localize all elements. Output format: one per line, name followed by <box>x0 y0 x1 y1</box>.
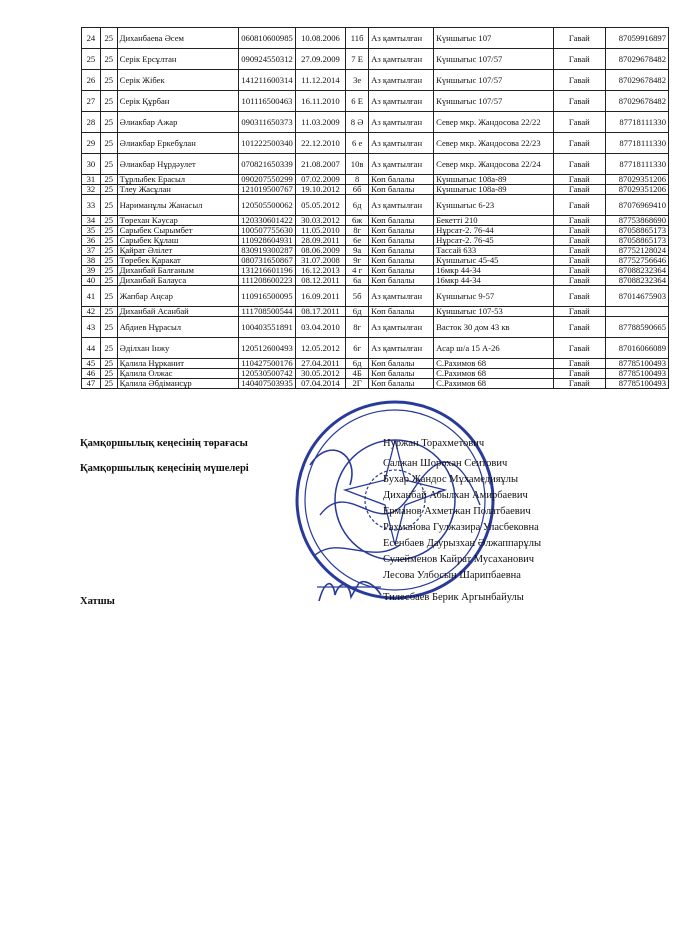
cell-address: 16мкр 44-34 <box>434 266 553 276</box>
cell-iin: 080731650867 <box>239 256 296 266</box>
cell-iin: 111708500544 <box>239 307 296 317</box>
member-name: Бухар Жандос Мұхамедияұлы <box>383 474 519 485</box>
secretary-signature <box>315 575 385 607</box>
cell-phone: 87076969410 <box>606 195 669 216</box>
cell-city: Гавай <box>553 276 605 286</box>
cell-status: Аз қамтылған <box>369 70 434 91</box>
cell-city: Гавай <box>553 49 605 70</box>
cell-phone: 87029351206 <box>606 175 669 185</box>
member-name: Ерманов Ахметжан Полатбаевич <box>383 506 531 517</box>
cell-grade: 5б <box>346 286 369 307</box>
cell-phone: 87718111330 <box>606 154 669 175</box>
member-name: Рахманова Гулжазира Уласбековна <box>383 522 539 533</box>
cell-city: Гавай <box>553 226 605 236</box>
cell-student-name: Әділхан Інжу <box>117 338 239 359</box>
table-row <box>82 307 669 317</box>
cell-school: 25 <box>100 379 117 389</box>
cell-row-number: 37 <box>82 246 101 256</box>
cell-city: Гавай <box>553 91 605 112</box>
cell-student-name: Серік Ерсұлтан <box>117 49 239 70</box>
cell-status: Аз қамтылған <box>369 91 434 112</box>
cell-address: Күншығыс 9-57 <box>434 286 553 307</box>
cell-iin: 131216601196 <box>239 266 296 276</box>
cell-phone: 87058865173 <box>606 236 669 246</box>
cell-status: Аз қамтылған <box>369 112 434 133</box>
cell-student-name: Тлеу Жасұлан <box>117 185 239 195</box>
cell-iin: 121019500767 <box>239 185 296 195</box>
cell-phone: 87785100493 <box>606 359 669 369</box>
cell-iin: 111208600223 <box>239 276 296 286</box>
cell-grade: 11б <box>346 28 369 49</box>
cell-address: Күншығыс 6-23 <box>434 195 553 216</box>
cell-city: Гавай <box>553 195 605 216</box>
cell-address: Күншығыс 107/57 <box>434 70 553 91</box>
cell-address: Север мкр. Жандосова 22/24 <box>434 154 553 175</box>
cell-grade: 8г <box>346 317 369 338</box>
table-row <box>82 28 669 49</box>
cell-student-name: Сарыбек Сырымбет <box>117 226 239 236</box>
cell-city: Гавай <box>553 369 605 379</box>
cell-iin: 090207550299 <box>239 175 296 185</box>
cell-school: 25 <box>100 369 117 379</box>
cell-row-number: 39 <box>82 266 101 276</box>
cell-school: 25 <box>100 91 117 112</box>
cell-phone: 87088232364 <box>606 276 669 286</box>
cell-city: Гавай <box>553 286 605 307</box>
cell-address: Нұрсат-2. 76-45 <box>434 236 553 246</box>
cell-school: 25 <box>100 236 117 246</box>
cell-student-name: Диханбай Балауса <box>117 276 239 286</box>
cell-address: Север мкр. Жандосова 22/23 <box>434 133 553 154</box>
cell-grade: 8г <box>346 226 369 236</box>
cell-status: Аз қамтылған <box>369 195 434 216</box>
cell-school: 25 <box>100 266 117 276</box>
cell-birth-date: 22.12.2010 <box>295 133 345 154</box>
cell-address: Нұрсат-2. 76-44 <box>434 226 553 236</box>
cell-school: 25 <box>100 216 117 226</box>
cell-status: Аз қамтылған <box>369 338 434 359</box>
cell-birth-date: 08.12.2011 <box>295 276 345 286</box>
cell-grade: 6г <box>346 338 369 359</box>
cell-student-name: Қалила Әбдімансұр <box>117 379 239 389</box>
cell-city: Гавай <box>553 28 605 49</box>
table-row <box>82 195 669 216</box>
cell-birth-date: 19.10.2012 <box>295 185 345 195</box>
cell-row-number: 34 <box>82 216 101 226</box>
cell-address: Васток 30 дом 43 кв <box>434 317 553 338</box>
members-label: Қамқоршылық кеңесінің мүшелері <box>80 463 249 474</box>
cell-student-name: Абдиев Нұрасыл <box>117 317 239 338</box>
cell-address: Күншығыс 107-53 <box>434 307 553 317</box>
cell-status: Көп балалы <box>369 276 434 286</box>
cell-grade: 6д <box>346 307 369 317</box>
cell-address: С.Рахимов 68 <box>434 359 553 369</box>
cell-status: Көп балалы <box>369 175 434 185</box>
cell-row-number: 31 <box>82 175 101 185</box>
chair-name: Нуржан Торахметович <box>383 438 485 449</box>
cell-address: Күншығыс 108а-89 <box>434 175 553 185</box>
cell-row-number: 27 <box>82 91 101 112</box>
cell-school: 25 <box>100 307 117 317</box>
table-row <box>82 70 669 91</box>
cell-grade: 3е <box>346 70 369 91</box>
table-row <box>82 185 669 195</box>
cell-grade: 6б <box>346 185 369 195</box>
cell-school: 25 <box>100 49 117 70</box>
cell-status: Көп балалы <box>369 246 434 256</box>
cell-row-number: 32 <box>82 185 101 195</box>
cell-birth-date: 27.09.2009 <box>295 49 345 70</box>
cell-row-number: 41 <box>82 286 101 307</box>
cell-school: 25 <box>100 133 117 154</box>
table-row <box>82 154 669 175</box>
cell-grade: 6е <box>346 236 369 246</box>
cell-birth-date: 16.12.2013 <box>295 266 345 276</box>
table-row <box>82 91 669 112</box>
table-row <box>82 256 669 266</box>
table-row <box>82 175 669 185</box>
cell-phone: 87718111330 <box>606 133 669 154</box>
cell-iin: 120330601422 <box>239 216 296 226</box>
cell-iin: 120512600493 <box>239 338 296 359</box>
cell-city: Гавай <box>553 379 605 389</box>
cell-city: Гавай <box>553 317 605 338</box>
cell-phone: 87788590665 <box>606 317 669 338</box>
cell-iin: 101222500340 <box>239 133 296 154</box>
cell-phone: 87059916897 <box>606 28 669 49</box>
cell-student-name: Әлиакбар Ажар <box>117 112 239 133</box>
member-name: Диханбай Абылхан Амирбаевич <box>383 490 528 501</box>
cell-row-number: 24 <box>82 28 101 49</box>
cell-birth-date: 11.03.2009 <box>295 112 345 133</box>
cell-school: 25 <box>100 338 117 359</box>
cell-birth-date: 21.08.2007 <box>295 154 345 175</box>
cell-iin: 090924550312 <box>239 49 296 70</box>
cell-school: 25 <box>100 317 117 338</box>
cell-grade: 9г <box>346 256 369 266</box>
cell-student-name: Диханбай Балғаным <box>117 266 239 276</box>
cell-birth-date: 31.07.2008 <box>295 256 345 266</box>
cell-phone: 87785100493 <box>606 379 669 389</box>
cell-student-name: Жапбар Аңсар <box>117 286 239 307</box>
cell-phone: 87718111330 <box>606 112 669 133</box>
table-row <box>82 276 669 286</box>
cell-phone: 87029351206 <box>606 185 669 195</box>
cell-birth-date: 10.08.2006 <box>295 28 345 49</box>
cell-birth-date: 03.04.2010 <box>295 317 345 338</box>
cell-student-name: Тұрлыбек Ерасыл <box>117 175 239 185</box>
cell-row-number: 36 <box>82 236 101 246</box>
cell-address: С.Рахимов 68 <box>434 379 553 389</box>
cell-birth-date: 07.04.2014 <box>295 379 345 389</box>
cell-grade: 4 г <box>346 266 369 276</box>
cell-school: 25 <box>100 226 117 236</box>
cell-phone: 87014675903 <box>606 286 669 307</box>
cell-address: 16мкр 44-34 <box>434 276 553 286</box>
cell-phone: 87752128024 <box>606 246 669 256</box>
cell-grade: 10в <box>346 154 369 175</box>
secretary-name: Тилесбаев Берик Аргынбайулы <box>383 592 524 603</box>
cell-school: 25 <box>100 28 117 49</box>
chair-label: Қамқоршылық кеңесінің төрағасы <box>80 438 248 449</box>
cell-school: 25 <box>100 276 117 286</box>
cell-iin: 140407503935 <box>239 379 296 389</box>
cell-address: Север мкр. Жандосова 22/22 <box>434 112 553 133</box>
cell-status: Көп балалы <box>369 379 434 389</box>
cell-row-number: 47 <box>82 379 101 389</box>
cell-city: Гавай <box>553 236 605 246</box>
cell-row-number: 46 <box>82 369 101 379</box>
table-row <box>82 369 669 379</box>
cell-address: Күншығыс 107/57 <box>434 49 553 70</box>
member-name: Салжан Шорохан Сеитович <box>383 458 508 469</box>
cell-city: Гавай <box>553 185 605 195</box>
cell-status: Көп балалы <box>369 307 434 317</box>
cell-phone <box>606 307 669 317</box>
cell-address: Күншығыс 108а-89 <box>434 185 553 195</box>
cell-student-name: Диханбай Асанбай <box>117 307 239 317</box>
cell-city: Гавай <box>553 359 605 369</box>
cell-student-name: Серік Жібек <box>117 70 239 91</box>
cell-grade: 8 Ә <box>346 112 369 133</box>
member-name: Сулейменов Кайрат Мусаханович <box>383 554 535 565</box>
cell-student-name: Қалила Олжас <box>117 369 239 379</box>
cell-student-name: Нариманұлы Жанасыл <box>117 195 239 216</box>
cell-iin: 830919300287 <box>239 246 296 256</box>
cell-row-number: 40 <box>82 276 101 286</box>
table-row <box>82 216 669 226</box>
table-row <box>82 317 669 338</box>
cell-phone: 87029678482 <box>606 70 669 91</box>
cell-address: Күншығыс 107/57 <box>434 91 553 112</box>
secretary-label: Хатшы <box>80 596 115 607</box>
cell-grade: 6 е <box>346 133 369 154</box>
cell-status: Аз қамтылған <box>369 49 434 70</box>
cell-city: Гавай <box>553 70 605 91</box>
cell-student-name: Әлиакбар Еркебұлан <box>117 133 239 154</box>
cell-birth-date: 30.05.2012 <box>295 369 345 379</box>
cell-address: Асар ш/а 15 А-26 <box>434 338 553 359</box>
cell-school: 25 <box>100 256 117 266</box>
cell-city: Гавай <box>553 175 605 185</box>
cell-row-number: 30 <box>82 154 101 175</box>
cell-phone: 87785100493 <box>606 369 669 379</box>
cell-status: Көп балалы <box>369 185 434 195</box>
cell-row-number: 33 <box>82 195 101 216</box>
cell-iin: 060810600985 <box>239 28 296 49</box>
cell-birth-date: 12.05.2012 <box>295 338 345 359</box>
table-row <box>82 359 669 369</box>
cell-status: Көп балалы <box>369 226 434 236</box>
cell-row-number: 44 <box>82 338 101 359</box>
cell-birth-date: 27.04.2011 <box>295 359 345 369</box>
cell-status: Көп балалы <box>369 359 434 369</box>
cell-status: Көп балалы <box>369 236 434 246</box>
cell-school: 25 <box>100 154 117 175</box>
cell-grade: 6ж <box>346 216 369 226</box>
cell-grade: 7 Е <box>346 49 369 70</box>
cell-iin: 100507755630 <box>239 226 296 236</box>
cell-student-name: Сарыбек Құлаш <box>117 236 239 246</box>
cell-status: Көп балалы <box>369 266 434 276</box>
cell-status: Аз қамтылған <box>369 28 434 49</box>
cell-birth-date: 30.03.2012 <box>295 216 345 226</box>
cell-row-number: 26 <box>82 70 101 91</box>
cell-birth-date: 28.09.2011 <box>295 236 345 246</box>
cell-city: Гавай <box>553 256 605 266</box>
cell-student-name: Төребек Қаракат <box>117 256 239 266</box>
cell-city: Гавай <box>553 154 605 175</box>
cell-birth-date: 16.09.2011 <box>295 286 345 307</box>
cell-student-name: Төрехан Кәусар <box>117 216 239 226</box>
cell-school: 25 <box>100 195 117 216</box>
cell-row-number: 28 <box>82 112 101 133</box>
cell-birth-date: 08.17.2011 <box>295 307 345 317</box>
cell-grade: 6 Е <box>346 91 369 112</box>
table-row <box>82 246 669 256</box>
cell-student-name: Серік Құрбан <box>117 91 239 112</box>
cell-birth-date: 07.02.2009 <box>295 175 345 185</box>
cell-grade: 8 <box>346 175 369 185</box>
cell-phone: 87016066089 <box>606 338 669 359</box>
cell-city: Гавай <box>553 246 605 256</box>
students-table <box>81 27 669 389</box>
cell-row-number: 42 <box>82 307 101 317</box>
cell-address: Күншығыс 107 <box>434 28 553 49</box>
table-row <box>82 286 669 307</box>
cell-birth-date: 11.12.2014 <box>295 70 345 91</box>
cell-iin: 120505500062 <box>239 195 296 216</box>
table-row <box>82 49 669 70</box>
cell-iin: 101116500463 <box>239 91 296 112</box>
cell-row-number: 43 <box>82 317 101 338</box>
cell-iin: 110928604931 <box>239 236 296 246</box>
table-row <box>82 338 669 359</box>
cell-status: Аз қамтылған <box>369 154 434 175</box>
cell-birth-date: 11.05.2010 <box>295 226 345 236</box>
table-body <box>82 28 669 389</box>
cell-address: С.Рахимов 68 <box>434 369 553 379</box>
cell-city: Гавай <box>553 338 605 359</box>
cell-address: Тассай 633 <box>434 246 553 256</box>
cell-address: Бекетті 210 <box>434 216 553 226</box>
cell-birth-date: 08.06.2009 <box>295 246 345 256</box>
cell-iin: 090311650373 <box>239 112 296 133</box>
table-row <box>82 236 669 246</box>
cell-city: Гавай <box>553 112 605 133</box>
cell-school: 25 <box>100 185 117 195</box>
cell-status: Көп балалы <box>369 256 434 266</box>
cell-iin: 070821650339 <box>239 154 296 175</box>
table-row <box>82 266 669 276</box>
cell-school: 25 <box>100 246 117 256</box>
table-row <box>82 133 669 154</box>
cell-student-name: Әлиакбар Нұрдәулет <box>117 154 239 175</box>
cell-phone: 87088232364 <box>606 266 669 276</box>
table-row <box>82 226 669 236</box>
cell-row-number: 45 <box>82 359 101 369</box>
member-name: Есенбаев Даурызхан Әлжаппарұлы <box>383 538 542 549</box>
cell-school: 25 <box>100 286 117 307</box>
cell-row-number: 29 <box>82 133 101 154</box>
cell-city: Гавай <box>553 216 605 226</box>
cell-school: 25 <box>100 112 117 133</box>
cell-grade: 6а <box>346 276 369 286</box>
table-row <box>82 379 669 389</box>
cell-grade: 9а <box>346 246 369 256</box>
cell-student-name: Диханбаева Әсем <box>117 28 239 49</box>
cell-grade: 4Б <box>346 369 369 379</box>
cell-school: 25 <box>100 70 117 91</box>
cell-row-number: 35 <box>82 226 101 236</box>
cell-grade: 2Г <box>346 379 369 389</box>
cell-city: Гавай <box>553 266 605 276</box>
cell-city: Гавай <box>553 307 605 317</box>
cell-student-name: Қайрат Әлілет <box>117 246 239 256</box>
cell-row-number: 25 <box>82 49 101 70</box>
cell-status: Аз қамтылған <box>369 286 434 307</box>
cell-iin: 141211600314 <box>239 70 296 91</box>
table-row <box>82 112 669 133</box>
cell-status: Аз қамтылған <box>369 317 434 338</box>
cell-phone: 87029678482 <box>606 91 669 112</box>
cell-iin: 120530500742 <box>239 369 296 379</box>
cell-status: Көп балалы <box>369 216 434 226</box>
cell-birth-date: 05.05.2012 <box>295 195 345 216</box>
cell-status: Көп балалы <box>369 369 434 379</box>
cell-phone: 87058865173 <box>606 226 669 236</box>
cell-grade: 6д <box>346 195 369 216</box>
cell-school: 25 <box>100 175 117 185</box>
cell-phone: 87753868690 <box>606 216 669 226</box>
cell-address: Күншығыс 45-45 <box>434 256 553 266</box>
cell-phone: 87029678482 <box>606 49 669 70</box>
cell-status: Аз қамтылған <box>369 133 434 154</box>
cell-birth-date: 16.11.2010 <box>295 91 345 112</box>
cell-row-number: 38 <box>82 256 101 266</box>
cell-student-name: Қалила Нұрканит <box>117 359 239 369</box>
cell-grade: 6д <box>346 359 369 369</box>
cell-school: 25 <box>100 359 117 369</box>
cell-iin: 110427500176 <box>239 359 296 369</box>
member-name: Лесова Улбосын Шарипбаевна <box>383 570 521 581</box>
cell-iin: 110916500095 <box>239 286 296 307</box>
cell-iin: 100403551891 <box>239 317 296 338</box>
cell-city: Гавай <box>553 133 605 154</box>
cell-phone: 87752756646 <box>606 256 669 266</box>
